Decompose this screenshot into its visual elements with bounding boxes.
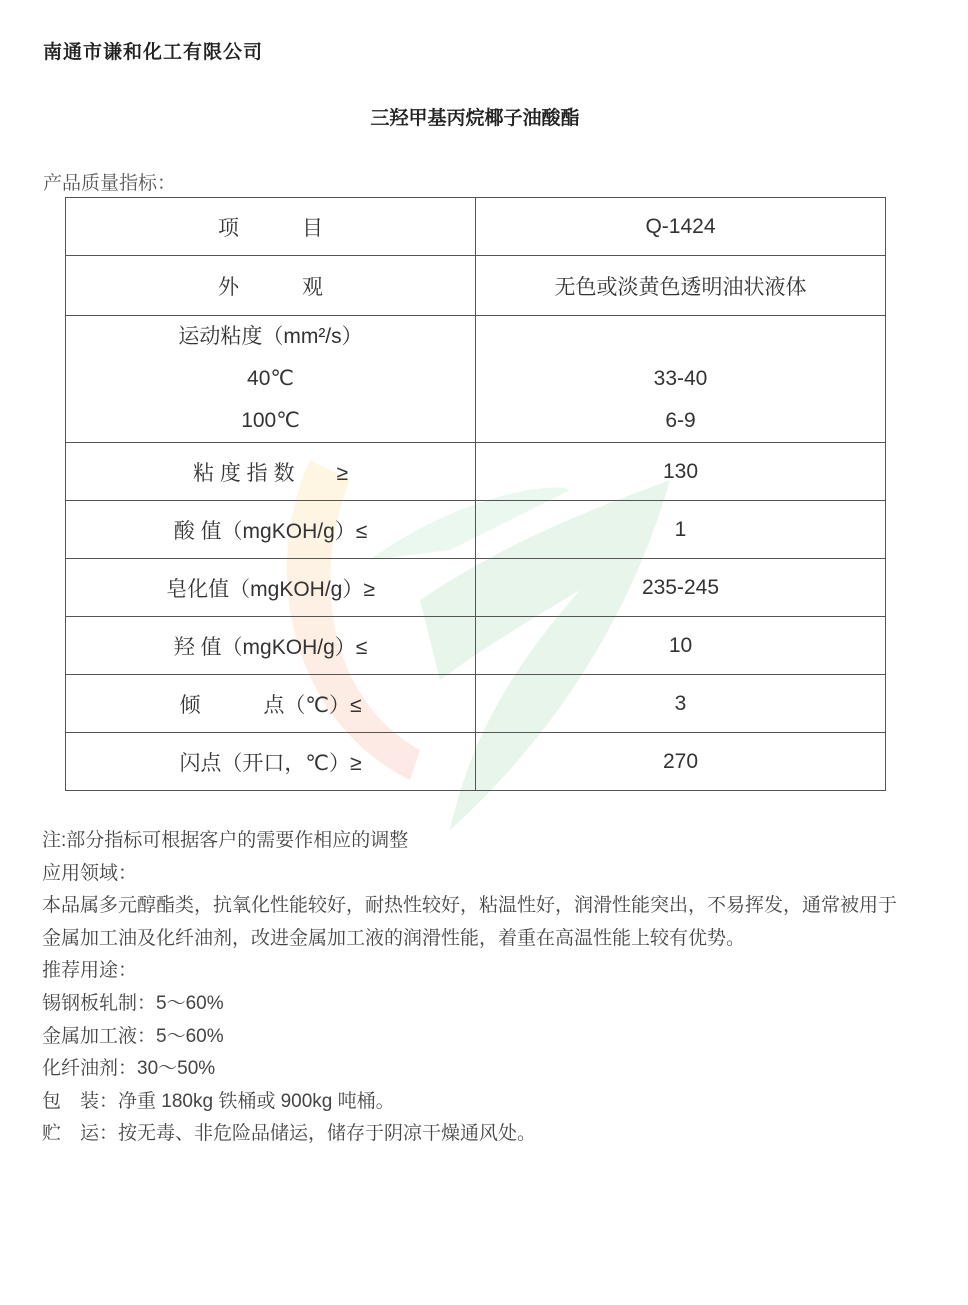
viscosity-100-label: 100℃ — [241, 409, 300, 432]
row-item: 羟 值（mgKOH/g）≤ — [66, 617, 476, 675]
spec-label: 产品质量指标： — [43, 173, 177, 194]
viscosity-40-label: 40℃ — [247, 367, 294, 390]
viscosity-item: 运动粘度（mm²/s） — [178, 325, 363, 348]
table-header-row — [66, 198, 886, 256]
appearance-item: 外 观 — [66, 256, 476, 316]
row-value: 10 — [476, 617, 886, 675]
row-item: 粘 度 指 数 ≥ — [66, 443, 476, 501]
note-adjust: 注:部分指标可根据客户的需要作相应的调整 — [42, 830, 409, 851]
company-name: 南通市谦和化工有限公司 — [43, 42, 264, 63]
row-value: 270 — [476, 733, 886, 791]
row-item: 酸 值（mgKOH/g）≤ — [66, 501, 476, 559]
document-title: 三羟甲基丙烷椰子油酸酯 — [370, 108, 580, 129]
row-value: 1 — [476, 501, 886, 559]
storage: 贮 运：按无毒、非危险品储运，储存于阴凉干燥通风处。 — [42, 1123, 537, 1145]
header-value: Q-1424 — [476, 198, 886, 256]
usage-fiber: 化纤油剂：30～50% — [42, 1058, 216, 1080]
spec-table — [65, 197, 886, 791]
header-item: 项 目 — [66, 198, 476, 256]
packaging: 包 装：净重 180kg 铁桶或 900kg 吨桶。 — [42, 1090, 395, 1112]
row-value: 3 — [476, 675, 886, 733]
table-row — [66, 675, 886, 733]
row-item: 闪点（开口，℃）≥ — [66, 733, 476, 791]
application-heading: 应用领域： — [42, 862, 138, 884]
viscosity-40-value: 33-40 — [653, 367, 708, 390]
table-row — [66, 256, 886, 316]
row-item: 皂化值（mgKOH/g）≥ — [66, 559, 476, 617]
notes-section — [42, 825, 912, 1151]
row-value: 130 — [476, 443, 886, 501]
row-value: 235-245 — [476, 559, 886, 617]
table-row — [66, 559, 886, 617]
usage-tinplate: 锡钢板轧制：5～60% — [42, 992, 224, 1014]
table-row — [66, 443, 886, 501]
table-row — [66, 617, 886, 675]
usage-heading: 推荐用途： — [42, 960, 138, 982]
row-item: 倾 点（℃）≤ — [66, 675, 476, 733]
application-text: 本品属多元醇酯类，抗氧化性能较好，耐热性较好，粘温性好，润滑性能突出，不易挥发，通常被用于金属加工油及化纤油剂，改进金属加工液的润滑性能，着重在高温性能上较有优势。 — [42, 895, 898, 949]
appearance-value: 无色或淡黄色透明油状液体 — [476, 256, 886, 316]
table-row — [66, 733, 886, 791]
table-row — [66, 316, 886, 443]
usage-metalworking: 金属加工液：5～60% — [42, 1025, 224, 1047]
viscosity-100-value: 6-9 — [665, 409, 696, 432]
table-row — [66, 501, 886, 559]
